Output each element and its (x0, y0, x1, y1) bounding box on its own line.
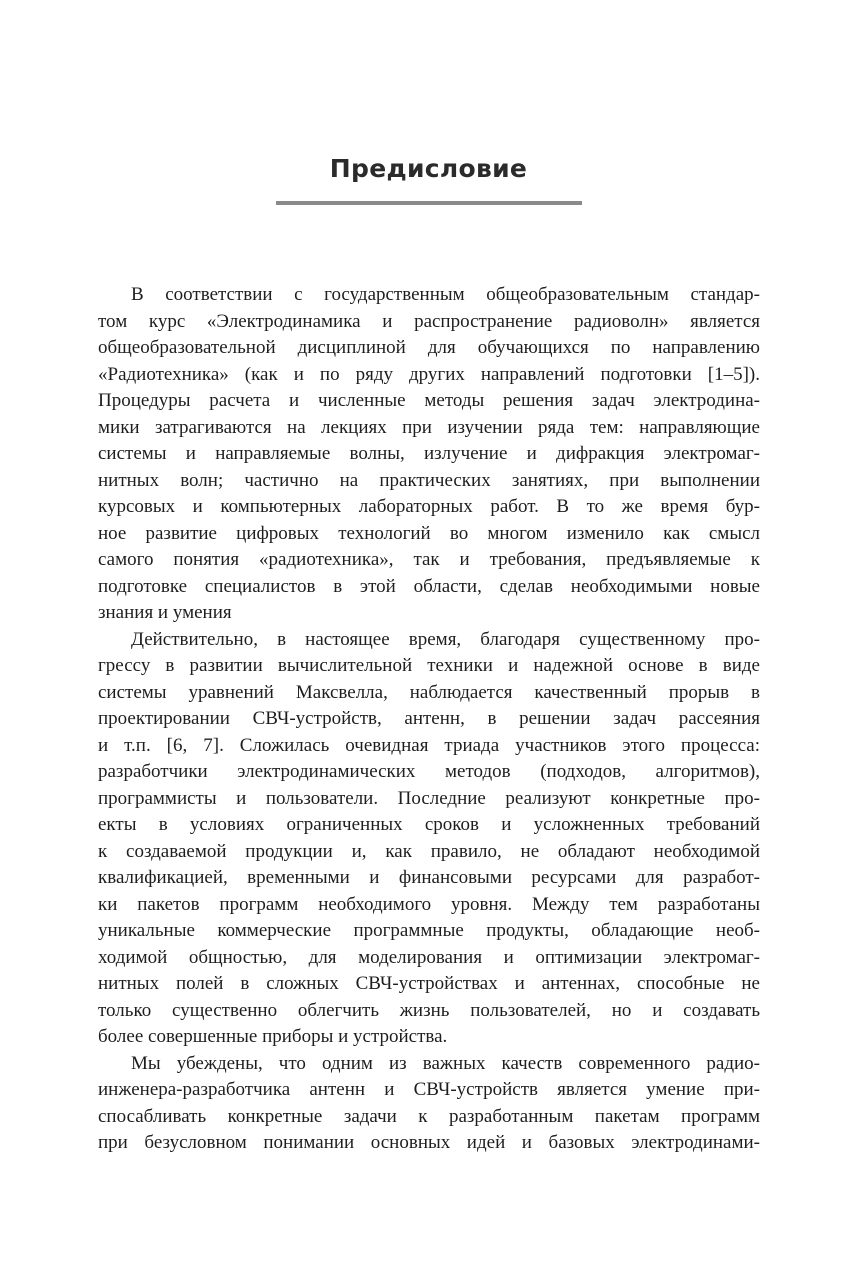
text-line: инженера-разработчика антенн и СВЧ-устройств является умение при- (98, 1079, 760, 1100)
text-line: «Радиотехника» (как и по ряду других направлений подготовки [1–5]). (98, 363, 760, 385)
text-line: ходимой общностью, для моделирования и оптимизации электромаг- (98, 946, 760, 968)
text-line: нитных полей в сложных СВЧ-устройствах и антеннах, способные не (98, 973, 760, 994)
text-line: грессу в развитии вычислительной техники и надежной основе в виде (98, 655, 760, 676)
text-line: мики затрагиваются на лекциях при изучении ряда тем: направляющие (98, 416, 760, 438)
page-title: Предисловие (329, 154, 528, 183)
text-line: общеобразовательной дисциплиной для обучающихся по направлению (98, 337, 760, 358)
paragraph-2 (98, 627, 760, 1051)
text-line: нитных волн; частично на практических занятиях, при выполнении (98, 469, 760, 491)
text-line: только существенно облегчить жизнь пользователей, но и создавать (98, 999, 760, 1021)
text-line: том курс «Электродинамика и распространение радиоволн» является (98, 310, 760, 332)
text-line: более совершенные приборы и устройства. (98, 1026, 448, 1047)
text-line: системы уравнений Максвелла, наблюдается качественный прорыв в (98, 681, 760, 703)
paragraph-3 (98, 1051, 760, 1157)
text-line: Мы убеждены, что одним из важных качеств современного радио- (131, 1052, 760, 1074)
text-line: екты в условиях ограниченных сроков и усложненных требований (98, 814, 760, 835)
text-line: системы и направляемые волны, излучение и дифракция электромаг- (98, 443, 760, 464)
text-line: квалификацией, временными и финансовыми ресурсами для разработ- (98, 867, 760, 888)
text-line: знания и умения (98, 602, 232, 623)
text-line: Действительно, в настоящее время, благодаря существенному про- (131, 628, 760, 650)
text-line: ки пакетов программ необходимого уровня. Между тем разработаны (98, 893, 760, 915)
text-line: В соответствии с государственным общеобразовательным стандар- (131, 284, 760, 305)
text-line: ное развитие цифровых технологий во многом изменило как смысл (98, 522, 760, 544)
text-line: самого понятия «радиотехника», так и требования, предъявляемые к (98, 549, 760, 570)
text-line: при безусловном понимании основных идей и базовых электродинами- (98, 1132, 760, 1153)
paragraph-1 (98, 282, 760, 627)
text-line: разработчики электродинамических методов (подходов, алгоритмов), (98, 761, 760, 782)
text-line: спосабливать конкретные задачи к разработанным пакетам программ (98, 1105, 760, 1127)
title-underline (276, 201, 582, 205)
text-line: проектировании СВЧ-устройств, антенн, в решении задач рассеяния (98, 708, 760, 729)
text-line: программисты и пользователи. Последние реализуют конкретные про- (98, 787, 760, 809)
text-line: курсовых и компьютерных лабораторных работ. В то же время бур- (98, 496, 760, 517)
text-line: уникальные коммерческие программные продукты, обладающие необ- (98, 920, 760, 941)
text-line: подготовке специалистов в этой области, сделав необходимыми новые (98, 575, 760, 597)
text-line: к создаваемой продукции и, как правило, не обладают необходимой (98, 840, 760, 862)
body-text (98, 282, 760, 1157)
text-line: Процедуры расчета и численные методы решения задач электродина- (98, 390, 760, 411)
text-line: и т.п. [6, 7]. Сложилась очевидная триада участников этого процесса: (98, 734, 760, 756)
